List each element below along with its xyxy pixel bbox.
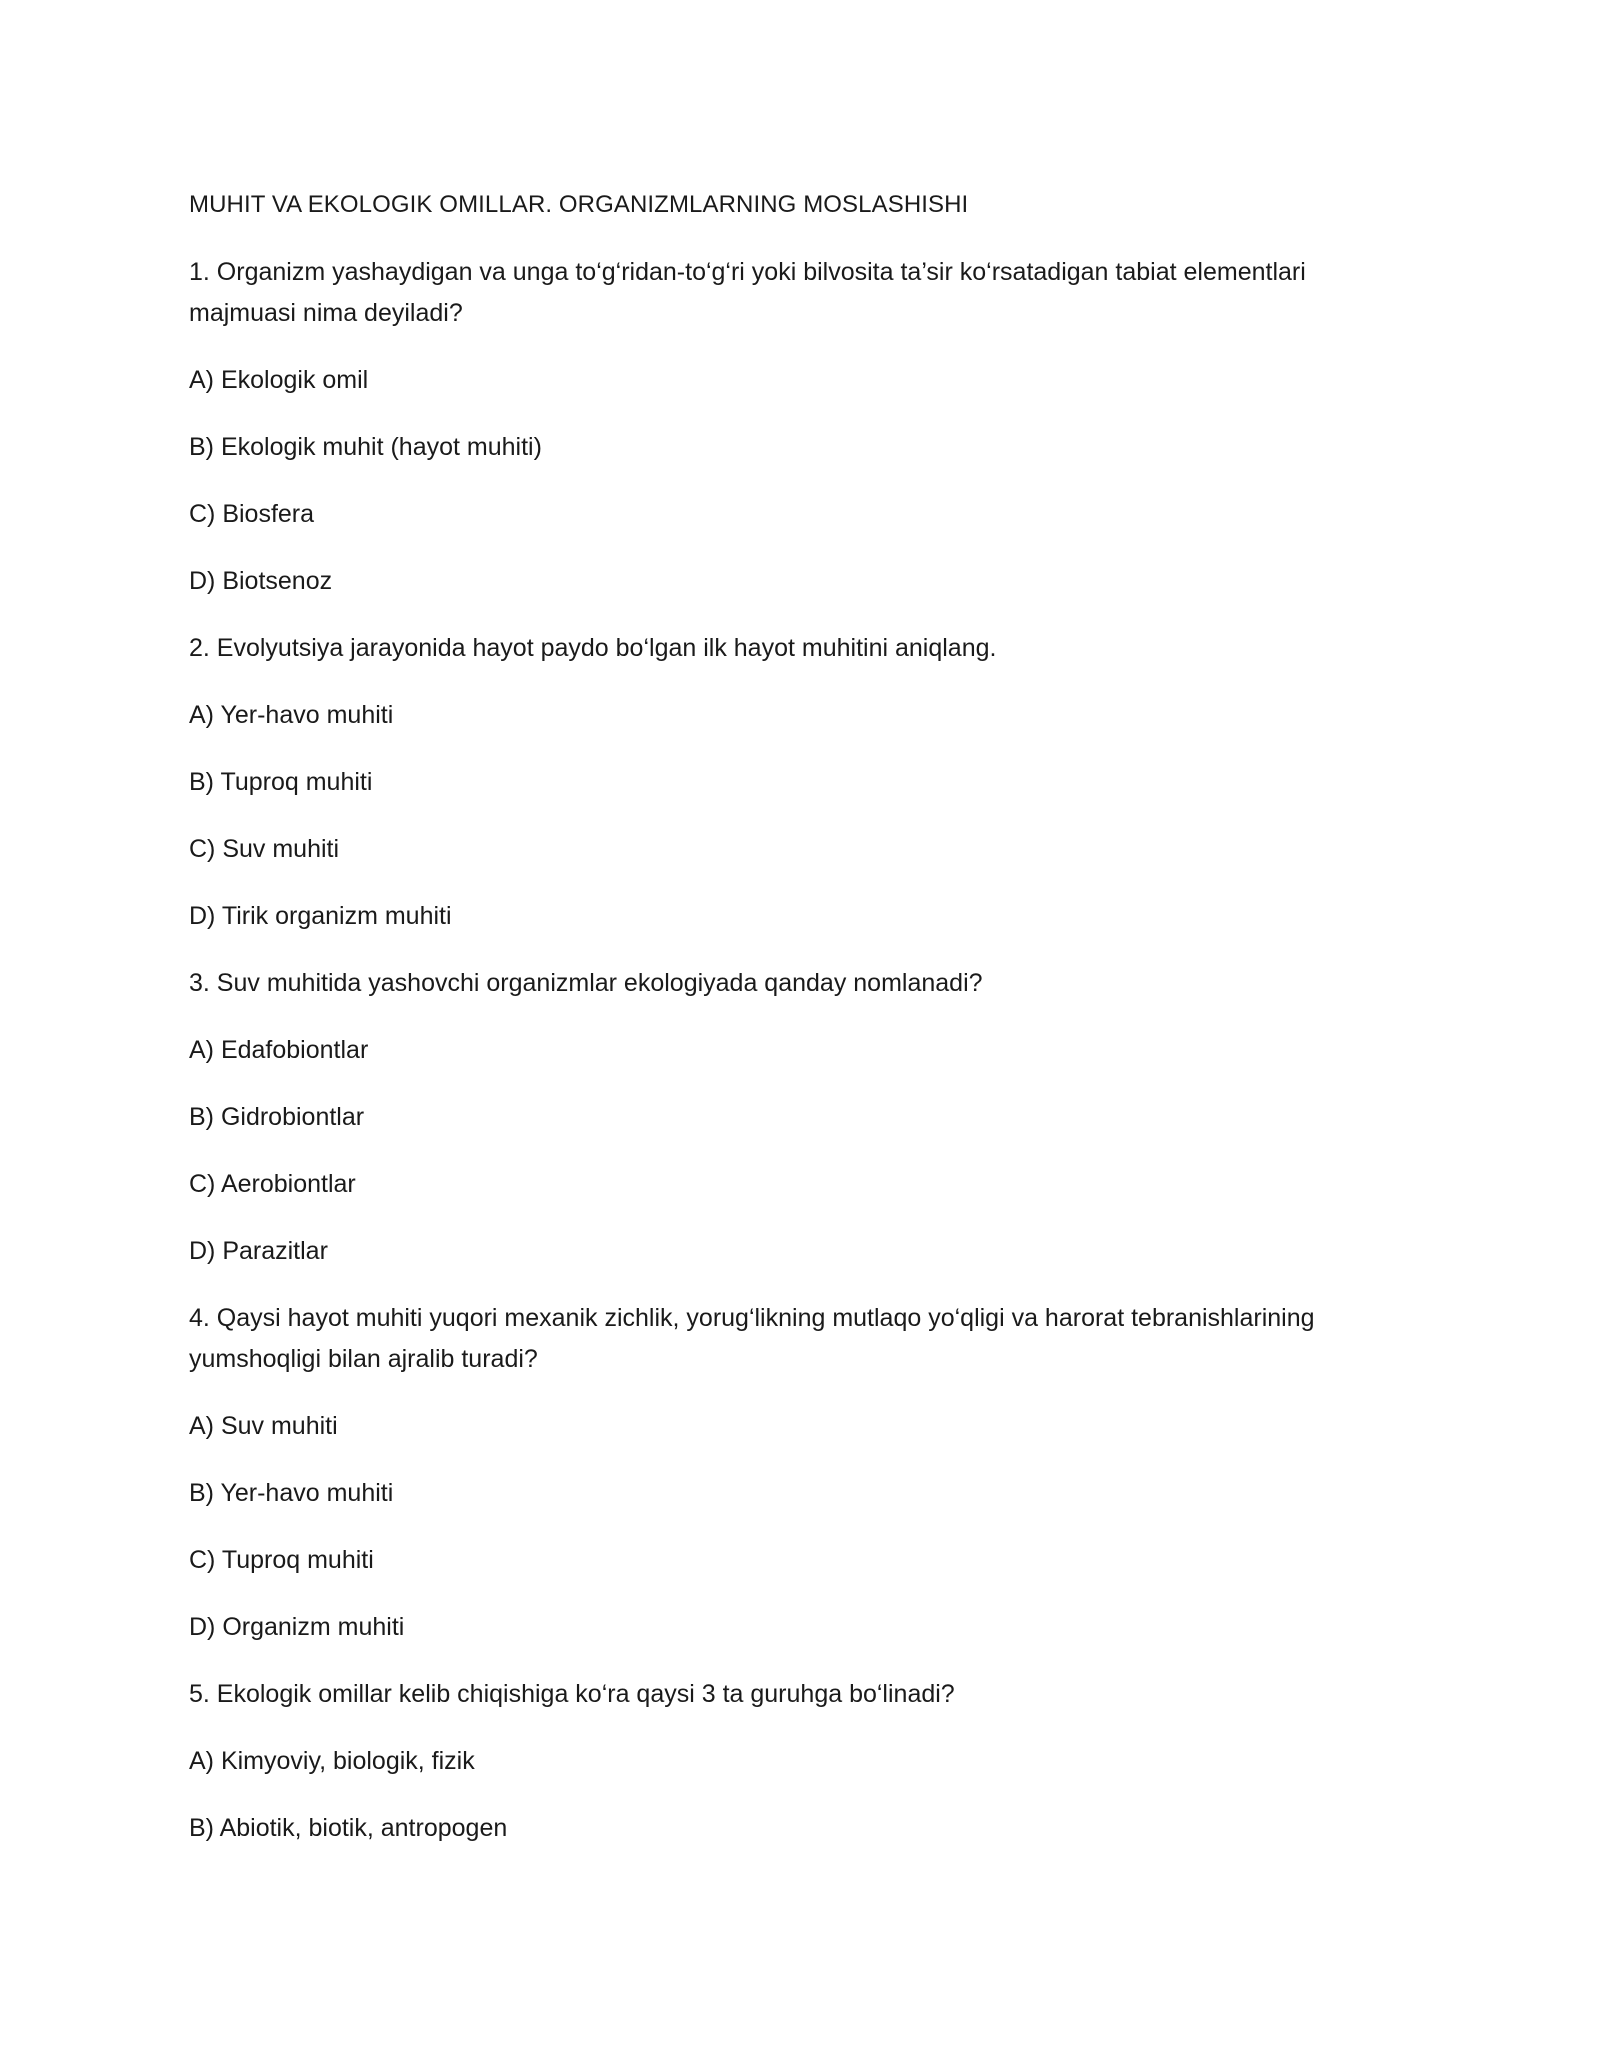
- answer-option: B) Gidrobiontlar: [189, 1103, 365, 1131]
- answer-option: D) Parazitlar: [189, 1237, 328, 1265]
- question-text: 3. Suv muhitida yashovchi organizmlar ekologiyada qanday nomlanadi?: [189, 969, 983, 997]
- question-block: [189, 1298, 1419, 1647]
- answer-option: A) Edafobiontlar: [189, 1036, 369, 1064]
- answer-option: B) Abiotik, biotik, antropogen: [189, 1814, 508, 1842]
- answer-option: C) Suv muhiti: [189, 835, 340, 863]
- answer-option: C) Aerobiontlar: [189, 1170, 356, 1198]
- question-list: [189, 252, 1419, 1848]
- question-block: [189, 1674, 1419, 1848]
- answer-option: A) Kimyoviy, biologik, fizik: [189, 1747, 475, 1775]
- question-text: 4. Qaysi hayot muhiti yuqori mexanik zichlik, yorug‘likning mutlaqo yo‘qligi va harorat tebranishlarining yumshoqligi bilan ajralib turadi?: [189, 1304, 1315, 1373]
- answer-option: B) Yer-havo muhiti: [189, 1479, 394, 1507]
- question-block: [189, 963, 1419, 1271]
- answer-option: A) Yer-havo muhiti: [189, 701, 394, 729]
- question-text: 2. Evolyutsiya jarayonida hayot paydo bo‘lgan ilk hayot muhitini aniqlang.: [189, 634, 997, 662]
- answer-option: D) Biotsenoz: [189, 567, 333, 595]
- question-block: [189, 628, 1419, 936]
- document-content: [189, 185, 1419, 1875]
- question-text: 1. Organizm yashaydigan va unga to‘g‘ridan-to‘g‘ri yoki bilvosita ta’sir ko‘rsatadigan tabiat elementlari majmuasi nima deyiladi?: [189, 258, 1306, 327]
- answer-option: D) Organizm muhiti: [189, 1613, 405, 1641]
- answer-option: D) Tirik organizm muhiti: [189, 902, 452, 930]
- question-text: 5. Ekologik omillar kelib chiqishiga ko‘ra qaysi 3 ta guruhga bo‘linadi?: [189, 1680, 955, 1708]
- answer-option: B) Ekologik muhit (hayot muhiti): [189, 433, 542, 461]
- question-block: [189, 252, 1419, 601]
- document-title: MUHIT VA EKOLOGIK OMILLAR. ORGANIZMLARNING MOSLASHISHI: [189, 191, 969, 218]
- answer-option: C) Tuproq muhiti: [189, 1546, 374, 1574]
- answer-option: C) Biosfera: [189, 500, 315, 528]
- answer-option: B) Tuproq muhiti: [189, 768, 373, 796]
- answer-option: A) Suv muhiti: [189, 1412, 338, 1440]
- answer-option: A) Ekologik omil: [189, 366, 369, 394]
